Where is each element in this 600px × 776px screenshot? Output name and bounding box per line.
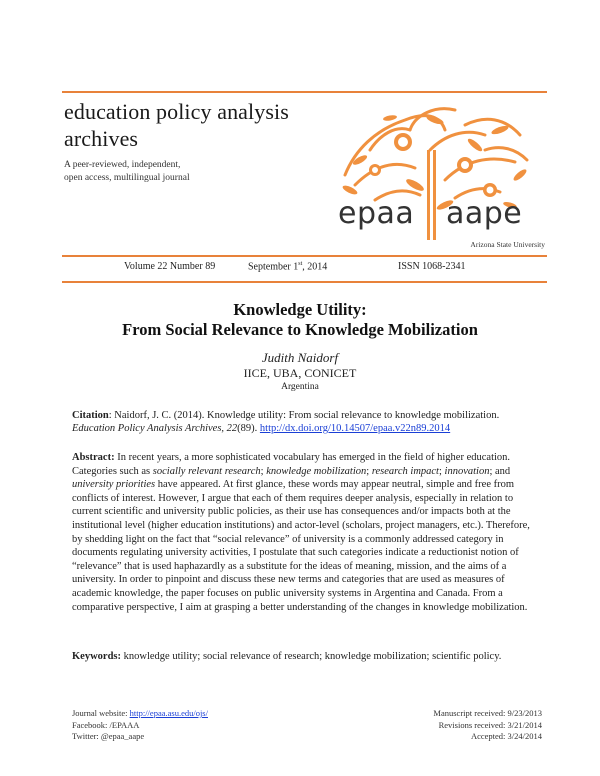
institution-label: Arizona State University: [470, 240, 545, 249]
date-year: , 2014: [302, 261, 328, 273]
author-name: Judith Naidorf: [261, 350, 339, 365]
abstract-block: [72, 451, 542, 614]
footer-contact: [72, 708, 208, 743]
abstract-term: research impact: [371, 465, 439, 477]
date-text: September 1: [248, 261, 299, 273]
abstract-term: university priorities: [72, 479, 156, 491]
citation-doi-link[interactable]: http://dx.doi.org/10.14507/epaa.v22n89.2014: [259, 423, 451, 434]
abstract-label: Abstract:: [72, 452, 115, 463]
logo-text-aape: aape: [446, 196, 523, 231]
keywords-text: knowledge utility; social relevance of research; knowledge mobilization; scientific policy.: [121, 651, 502, 662]
abstract-sep: ; and: [489, 465, 511, 477]
abstract-sep: ;: [260, 465, 267, 477]
journal-subtitle: [64, 159, 190, 185]
paper-title: [0, 300, 600, 340]
keywords-label: Keywords:: [72, 651, 121, 662]
journal-title-line1: education policy analysis: [64, 99, 289, 124]
journal-subtitle-line2: open access, multilingual journal: [64, 173, 190, 183]
journal-title-line2: archives: [64, 126, 139, 151]
issn: ISSN 1068-2341: [398, 261, 466, 272]
twitter-handle: Twitter: @epaa_aape: [72, 731, 145, 741]
paper-title-line2: From Social Relevance to Knowledge Mobilization: [122, 320, 478, 339]
logo-text-epaa: epaa: [338, 196, 415, 231]
citation-journal: Education Policy Analysis Archives, 22: [72, 423, 238, 434]
accepted-date: Accepted: 3/24/2014: [470, 731, 542, 741]
abstract-term: knowledge mobilization: [266, 465, 367, 477]
date-superscript: st: [298, 261, 303, 267]
meta-bottom-rule: [62, 281, 547, 283]
revisions-received: Revisions received: 3/21/2014: [438, 719, 542, 730]
journal-subtitle-line1: A peer-reviewed, independent,: [64, 160, 181, 170]
citation-issue: (89).: [237, 423, 260, 434]
abstract-sep: ;: [366, 465, 372, 477]
manuscript-received: Manuscript received: 9/23/2013: [433, 708, 542, 718]
publication-date: [248, 261, 327, 272]
journal-title: [64, 98, 324, 152]
abstract-text: In recent years, a more sophisticated vocabulary has emerged in the field of higher education. Categories such as: [72, 452, 511, 477]
facebook-handle: Facebook: /EPAAA: [72, 719, 140, 730]
author-affiliation: IICE, UBA, CONICET: [243, 366, 357, 380]
paper-title-line1: Knowledge Utility:: [233, 300, 367, 319]
meta-top-rule: [62, 255, 547, 257]
abstract-term: socially relevant research: [152, 465, 261, 477]
citation-label: Citation: [72, 410, 109, 421]
journal-website: [72, 708, 208, 720]
volume-number: Volume 22 Number 89: [124, 261, 216, 272]
website-label: Journal website:: [72, 708, 130, 718]
citation-block: [72, 409, 542, 435]
footer-dates: [433, 708, 542, 743]
journal-website-link[interactable]: http://epaa.asu.edu/ojs/: [129, 708, 208, 718]
keywords-block: [72, 650, 542, 664]
citation-text: : Naidorf, J. C. (2014). Knowledge utility: From social relevance to knowledge mobilization.: [108, 410, 500, 421]
author-country: Argentina: [281, 382, 319, 392]
abstract-sep: ;: [438, 465, 445, 477]
abstract-text: have appeared. At first glance, these words may appear neutral, simple and free from conflicts of interest. However, I argue that each of them requires deeper analysis, especially in relation to current scientific and university public policies, as their use has consequences and/or impacts both at the institutional level (higher education institutions) and actor-level (scholars, project managers, etc.). Therefore, by shedding light on the fact that “social relevance” of university is a commonly addressed category in documents regulating university activities, I postulate that such categories indicate a reductionist notion of “relevance” that is used haphazardly as a substitute for the ideas of meaning, mission, and the aims of a university. In order to pinpoint and discuss these new terms and categories that are used as measures of academic knowledge, the paper focuses on public university systems in Argentina and Canada. From a comparative perspective, I aim at grasping a better understanding of the changes in knowledge mobilization.: [72, 479, 530, 613]
abstract-term: innovation: [444, 465, 490, 477]
